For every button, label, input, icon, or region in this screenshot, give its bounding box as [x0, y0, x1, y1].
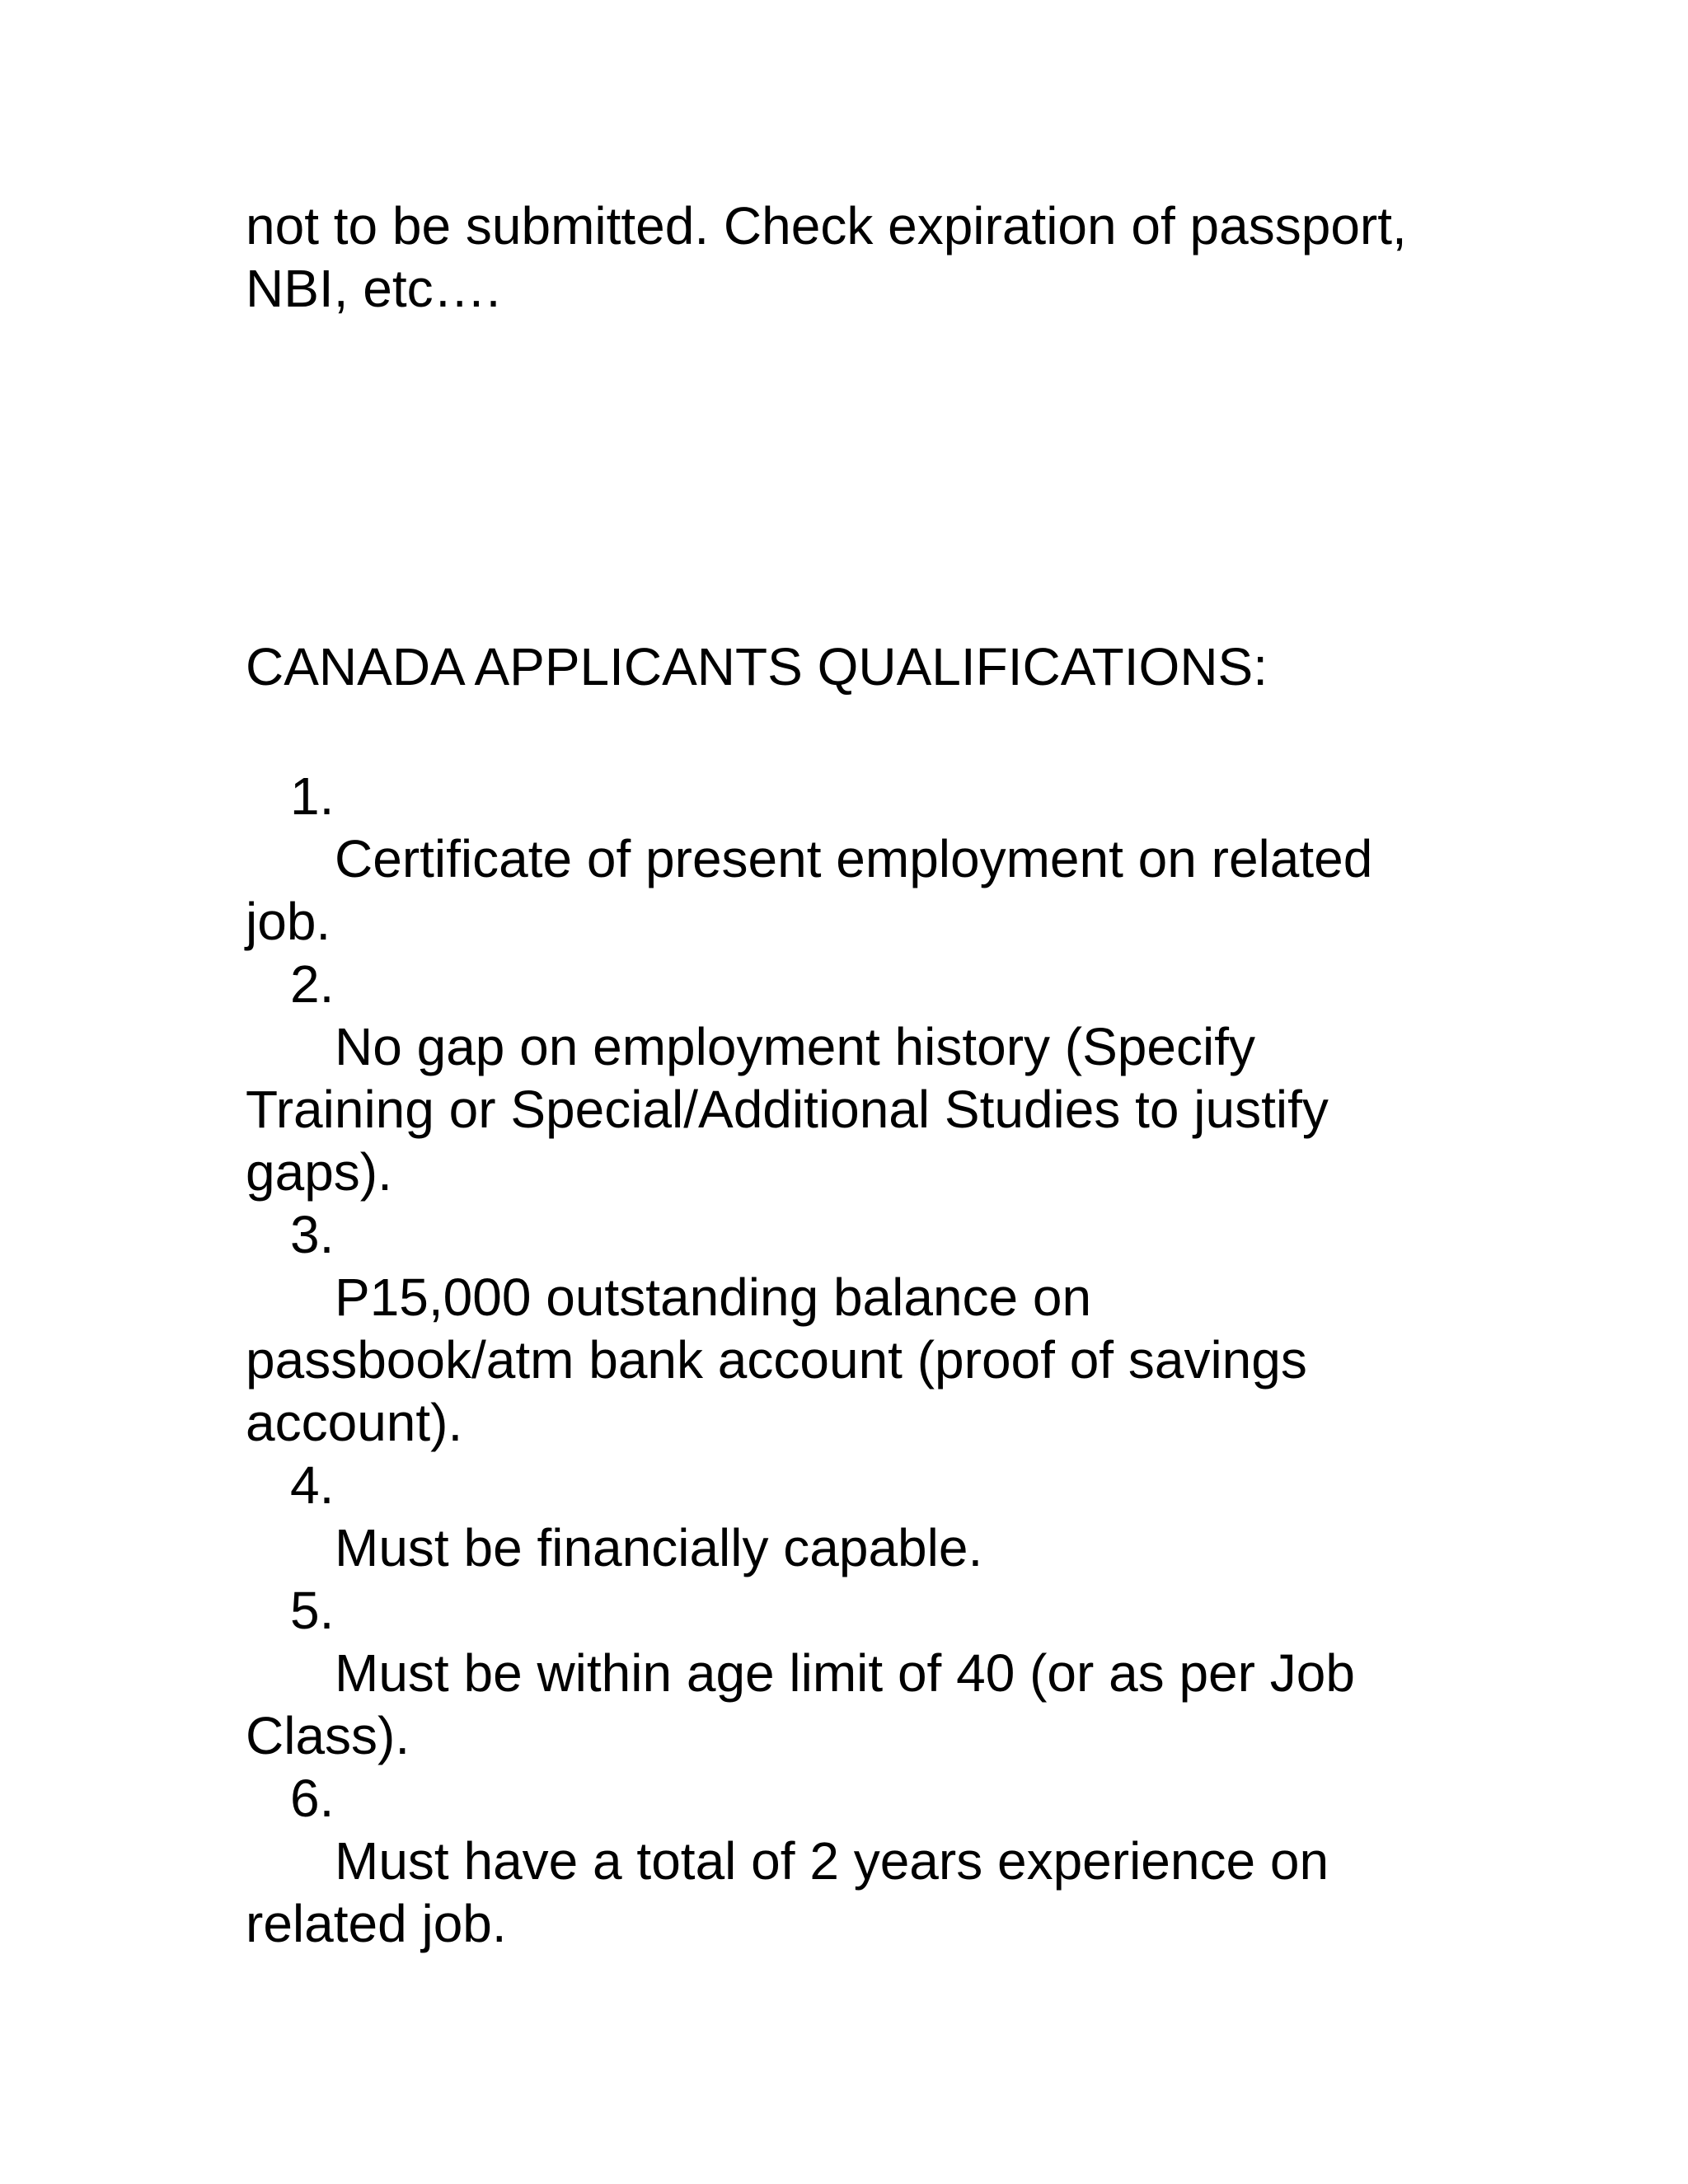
- list-item-text: Must have a total of 2 years experience on related job.: [246, 1831, 1329, 1953]
- list-item-number: 3.: [290, 1205, 335, 1264]
- list-item-text: Certificate of present employment on related job.: [246, 829, 1373, 951]
- qualifications-list: [246, 765, 1416, 1955]
- list-item-2: [246, 953, 1416, 1203]
- list-item-text: P15,000 outstanding balance on passbook/atm bank account (proof of savings account).: [246, 1268, 1307, 1452]
- list-item-number: 2.: [290, 954, 335, 1014]
- list-item-5: [246, 1579, 1416, 1767]
- list-item-text: No gap on employment history (Specify Training or Special/Additional Studies to justify gaps).: [246, 1017, 1329, 1202]
- list-item-number: 5.: [290, 1581, 335, 1640]
- list-item-4: [246, 1454, 1416, 1579]
- section-heading: CANADA APPLICANTS QUALIFICATIONS:: [246, 637, 1268, 696]
- list-item-number: 6.: [290, 1769, 335, 1828]
- list-item-text: Must be within age limit of 40 (or as per Job Class).: [246, 1643, 1355, 1765]
- list-item-6: [246, 1767, 1416, 1955]
- list-item-3: [246, 1203, 1416, 1454]
- list-item-1: [246, 765, 1416, 953]
- list-item-text: Must be financially capable.: [335, 1518, 983, 1577]
- list-item-number: 4.: [290, 1455, 335, 1515]
- continuation-paragraph: not to be submitted. Check expiration of passport, NBI, etc….: [246, 196, 1407, 318]
- list-item-number: 1.: [290, 766, 335, 826]
